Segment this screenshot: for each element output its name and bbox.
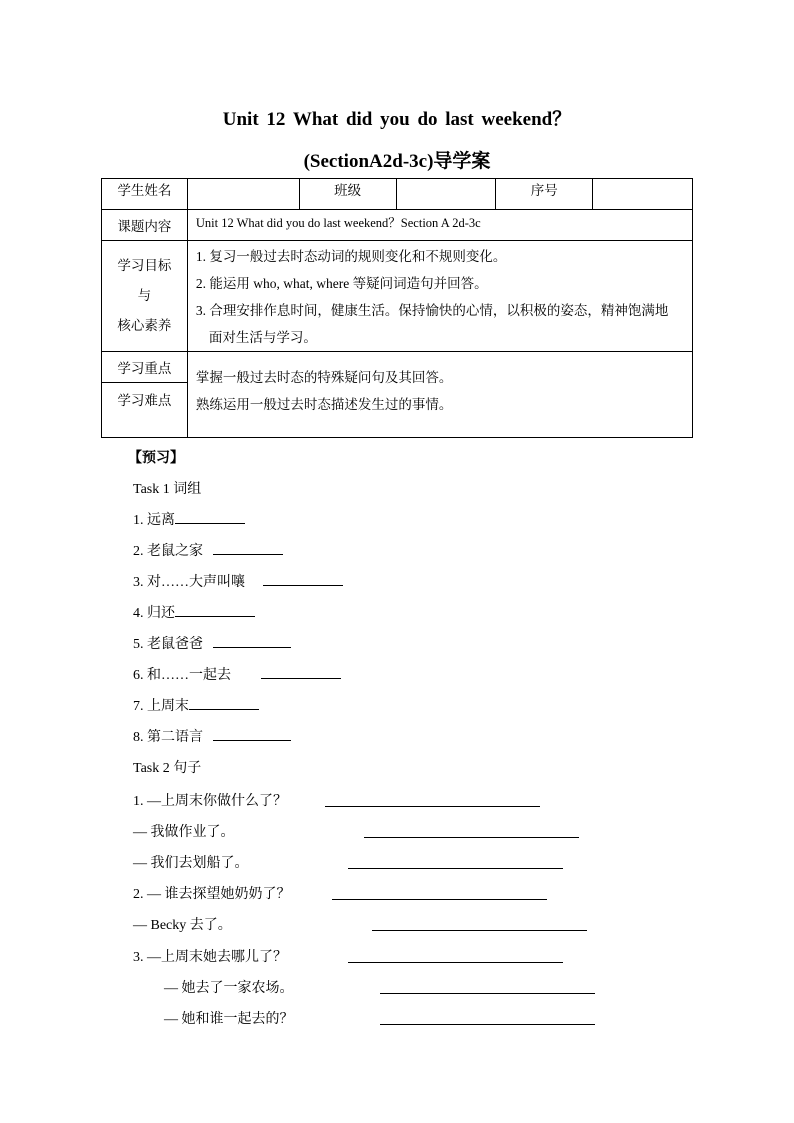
answer-blank[interactable] xyxy=(380,979,595,994)
student-name-field[interactable] xyxy=(187,179,299,210)
preview-heading: 【预习】 xyxy=(128,451,184,466)
goal-item-continued: 面对生活与学习。 xyxy=(208,330,317,345)
task1-heading: Task 1 词组 xyxy=(133,482,202,497)
class-field[interactable] xyxy=(396,179,496,210)
goal-item: 2. 能运用 who, what, where 等疑问词造句并回答。 xyxy=(195,276,488,291)
answer-blank[interactable] xyxy=(325,792,540,807)
info-table xyxy=(101,178,693,438)
answer-blank[interactable] xyxy=(332,885,547,900)
task1-item: 3. 对……大声叫嚷 xyxy=(133,571,343,591)
task1-item: 5. 老鼠爸爸 xyxy=(133,633,291,653)
document-subtitle: (SectionA2d-3c)导学案 xyxy=(303,151,491,172)
difficulty-value: 熟练运用一般过去时态描述发生过的事情。 xyxy=(195,397,453,412)
task1-item: 4. 归还 xyxy=(133,602,255,622)
info-row-focus xyxy=(102,352,693,383)
answer-blank[interactable] xyxy=(213,540,283,555)
document-title: Unit 12 What did you do last weekend？ xyxy=(222,109,572,130)
info-row-goals xyxy=(102,241,693,352)
task2-line: 1. —上周末你做什么了？ xyxy=(133,794,287,809)
goals-list xyxy=(187,241,692,352)
answer-blank[interactable] xyxy=(261,664,341,679)
seat-no-field[interactable] xyxy=(593,179,693,210)
topic-label: 课题内容 xyxy=(102,210,188,241)
task2-line: — 我做作业了。 xyxy=(133,825,235,840)
answer-blank[interactable] xyxy=(380,1010,595,1025)
task1-item: 2. 老鼠之家 xyxy=(133,540,283,560)
focus-difficulty-values xyxy=(187,352,692,438)
task2-line: — 她去了一家农场。 xyxy=(164,981,294,996)
seat-no-label: 序号 xyxy=(496,179,593,210)
task2-line: 3. —上周末她去哪儿了？ xyxy=(133,950,287,965)
difficulty-label: 学习难点 xyxy=(102,383,188,438)
goal-item: 1. 复习一般过去时态动词的规则变化和不规则变化。 xyxy=(195,249,507,264)
focus-value: 掌握一般过去时态的特殊疑问句及其回答。 xyxy=(195,370,453,385)
answer-blank[interactable] xyxy=(372,916,587,931)
task1-item: 1. 远离 xyxy=(133,509,245,529)
task1-item: 7. 上周末 xyxy=(133,695,259,715)
info-row-topic xyxy=(102,210,693,241)
focus-label: 学习重点 xyxy=(102,352,188,383)
task2-line: — Becky 去了。 xyxy=(133,918,232,933)
goals-label-line: 与 xyxy=(137,288,152,303)
topic-value: Unit 12 What did you do last weekend？Section A 2d-3c xyxy=(187,210,692,241)
goals-label xyxy=(102,241,188,352)
answer-blank[interactable] xyxy=(213,726,291,741)
goal-item: 3. 合理安排作息时间，健康生活。保持愉快的心情，以积极的姿态，精神饱满地 xyxy=(195,303,669,318)
goals-label-line: 学习目标 xyxy=(117,258,172,273)
answer-blank[interactable] xyxy=(175,509,245,524)
answer-blank[interactable] xyxy=(263,571,343,586)
answer-blank[interactable] xyxy=(175,602,255,617)
answer-blank[interactable] xyxy=(189,695,259,710)
student-name-label: 学生姓名 xyxy=(102,179,188,210)
goals-label-line: 核心素养 xyxy=(117,318,172,333)
class-label: 班级 xyxy=(299,179,396,210)
task2-heading: Task 2 句子 xyxy=(133,761,202,776)
info-row-student xyxy=(102,179,693,210)
answer-blank[interactable] xyxy=(364,823,579,838)
task1-item: 8. 第二语言 xyxy=(133,726,291,746)
task2-line: 2. — 谁去探望她奶奶了？ xyxy=(133,887,291,902)
task1-item: 6. 和……一起去 xyxy=(133,664,341,684)
task2-line: — 我们去划船了。 xyxy=(133,856,249,871)
answer-blank[interactable] xyxy=(348,948,563,963)
task2-line: — 她和谁一起去的？ xyxy=(164,1012,294,1027)
answer-blank[interactable] xyxy=(213,633,291,648)
answer-blank[interactable] xyxy=(348,854,563,869)
